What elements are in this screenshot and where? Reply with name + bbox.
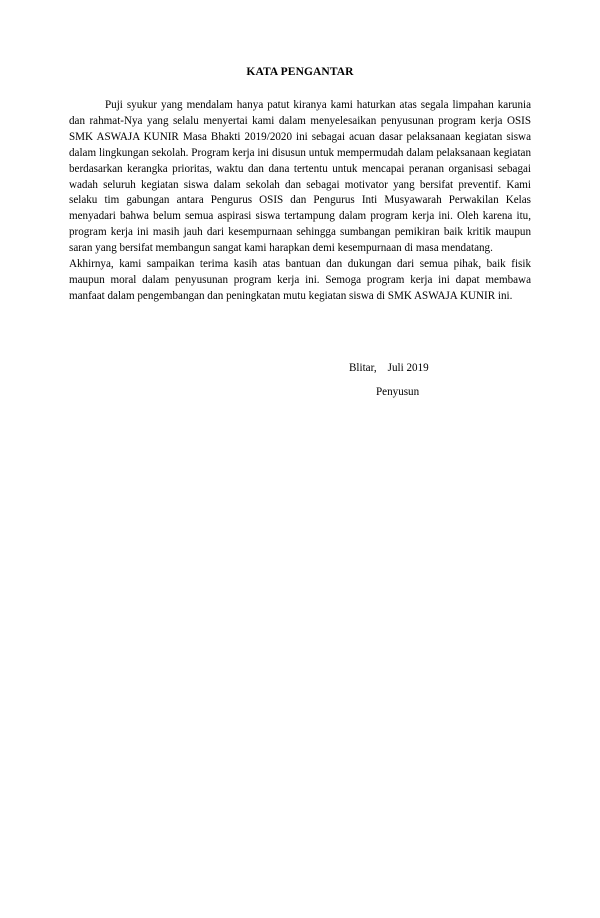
paragraph-opening: Puji syukur yang mendalam hanya patut kiranya kami haturkan atas segala limpahan karunia dan rahmat-Nya yang selalu menyertai kami dalam menyelesaikan penyusunan program kerja OSIS SMK ASWAJA KUNIR Masa Bhakti 2019/2020 ini sebagai acuan dasar pelaksanaan kegiatan siswa dalam lingkungan sekolah. Program kerja ini disusun untuk mempermudah dalam pelaksanaan kegiatan berdasarkan kerangka prioritas, waktu dan dana tertentu untuk mencapai peranan organisasi sebagai wadah seluruh kegiatan siswa dalam sekolah dan sebagai motivator yang bersifat preventif. Kami selaku tim gabungan antara Pengurus OSIS dan Pengurus Inti Musyawarah Perwakilan Kelas menyadari bahwa belum semua aspirasi siswa tertampung dalam program kerja ini. Oleh karena itu, program kerja ini masih jauh dari kesempurnaan sehingga sumbangan pemikiran baik kritik maupun saran yang bersifat membangun sangat kami harapkan demi kesempurnaan di masa mendatang. (69, 99, 531, 255)
place-date: Blitar, Juli 2019 (349, 362, 429, 374)
page-title: KATA PENGANTAR (246, 66, 354, 78)
body-text (69, 98, 531, 305)
author-signature: Penyusun (376, 386, 420, 398)
paragraph-closing: Akhirnya, kami sampaikan terima kasih atas bantuan dan dukungan dari semua pihak, baik fisik maupun moral dalam penyusunan program kerja ini. Semoga program kerja ini dapat membawa manfaat dalam pengembangan dan peningkatan mutu kegiatan siswa di SMK ASWAJA KUNIR ini. (69, 258, 531, 302)
